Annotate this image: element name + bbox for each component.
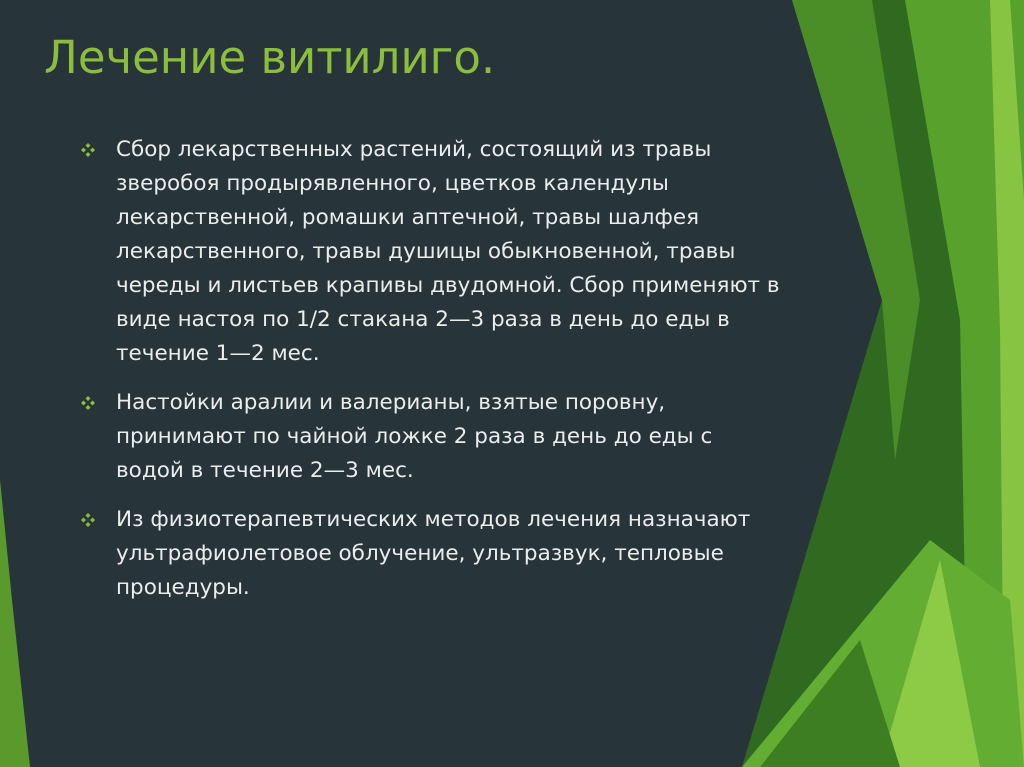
bullet-text: Настойки аралии и валерианы, взятые поровну, принимают по чайной ложке 2 раза в день до еды с водой в течение 2—3 мес. [116, 390, 713, 483]
bullet-item [80, 386, 780, 488]
four-diamond-bullet-icon [80, 142, 96, 158]
bullet-text: Сбор лекарственных растений, состоящий из травы зверобоя продырявленного, цветков календулы лекарственной, ромашки аптечной, травы шалфея лекарственного, травы душицы обыкновенной, травы череды и листьев крапивы двудомной. Сбор применяют в виде настоя по 1/2 стакана 2—3 раза в день до еды в течение 1—2 мес. [116, 137, 780, 366]
bullet-list [80, 133, 780, 620]
bullet-item [80, 503, 780, 605]
bullet-item [80, 133, 780, 371]
bullet-text: Из физиотерапевтических методов лечения назначают ультрафиолетовое облучение, ультразвук, тепловые процедуры. [116, 507, 751, 600]
left-green-sliver [0, 480, 30, 767]
slide-title: Лечение витилиго. [44, 31, 496, 84]
four-diamond-bullet-icon [80, 395, 96, 411]
four-diamond-bullet-icon [80, 512, 96, 528]
